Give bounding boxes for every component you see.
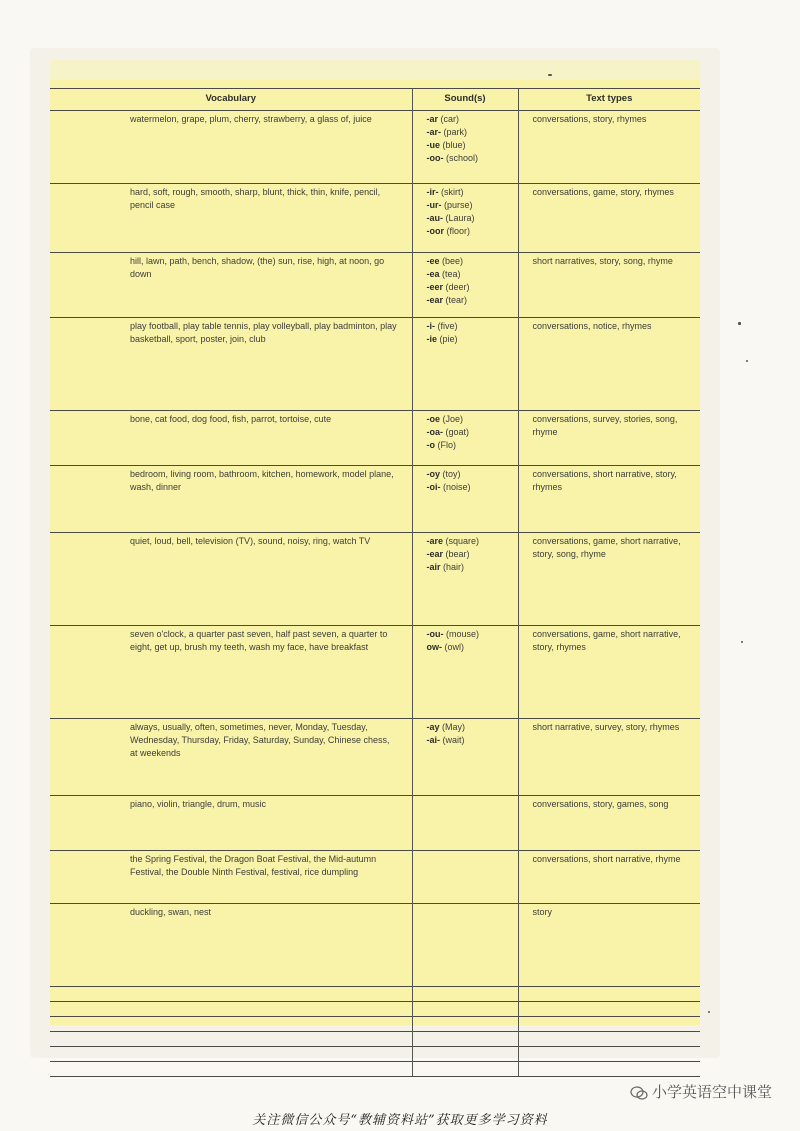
blank-cell: [518, 1017, 700, 1032]
sounds-cell: [412, 533, 518, 626]
blank-cell: [50, 1032, 412, 1047]
sound-pattern: -air: [426, 562, 441, 572]
sound-pattern: -ear: [426, 549, 444, 559]
sound-example: (hair): [440, 562, 465, 572]
blank-cell: [50, 987, 412, 1002]
sound-example: (deer): [443, 282, 470, 292]
sound-example: (owl): [442, 642, 464, 652]
sound-pattern: -oy: [426, 469, 440, 479]
sound-entry: [427, 281, 512, 294]
vocabulary-cell: watermelon, grape, plum, cherry, strawberry, a glass of, juice: [50, 111, 412, 184]
sounds-cell: [412, 184, 518, 253]
sounds-cell: [412, 111, 518, 184]
sound-pattern: ow-: [426, 642, 442, 652]
footer-note: 关注微信公众号“教辅资料站”获取更多学习资料: [252, 1113, 548, 1128]
header-sounds: Sound(s): [412, 89, 518, 111]
sound-entry: [427, 734, 512, 747]
sound-entry: [427, 535, 512, 548]
sound-entry: [427, 439, 512, 452]
blank-cell: [412, 1062, 518, 1077]
table-row: [50, 411, 700, 466]
sound-pattern: -o: [426, 440, 435, 450]
blank-row: [50, 1062, 700, 1077]
sound-pattern: -ar: [426, 114, 439, 124]
blank-cell: [412, 1017, 518, 1032]
sound-entry: [427, 113, 512, 126]
vocabulary-cell: seven o'clock, a quarter past seven, half past seven, a quarter to eight, get up, brush my teeth, wash my face, have breakfast: [50, 626, 412, 719]
sound-entry: [427, 139, 512, 152]
text-types-cell: conversations, short narrative, story, rhymes: [518, 466, 700, 533]
table-row: [50, 466, 700, 533]
sound-entry: [427, 268, 512, 281]
sound-pattern: -ir-: [426, 187, 439, 197]
sound-example: (goat): [443, 427, 470, 437]
blank-cell: [518, 1047, 700, 1062]
table-row: [50, 533, 700, 626]
blank-cell: [518, 1002, 700, 1017]
sound-entry: [427, 628, 512, 641]
scan-speck: [738, 322, 741, 325]
sound-entry: [427, 186, 512, 199]
sound-entry: [427, 561, 512, 574]
scan-speck: [746, 360, 748, 362]
sound-example: (Flo): [435, 440, 456, 450]
vocabulary-table: [50, 88, 700, 1077]
sound-pattern: -oi-: [426, 482, 441, 492]
text-types-cell: conversations, survey, stories, song, rhyme: [518, 411, 700, 466]
sounds-cell: [412, 253, 518, 318]
vocabulary-cell: duckling, swan, nest: [50, 904, 412, 987]
blank-cell: [412, 1002, 518, 1017]
sound-pattern: -ai-: [426, 735, 440, 745]
scan-speck: [708, 1011, 710, 1013]
blank-cell: [50, 1062, 412, 1077]
sound-example: (skirt): [438, 187, 464, 197]
blank-cell: [412, 987, 518, 1002]
vocabulary-cell: hill, lawn, path, bench, shadow, (the) sun, rise, high, at noon, go down: [50, 253, 412, 318]
blank-cell: [518, 1032, 700, 1047]
sound-example: (floor): [444, 226, 471, 236]
sound-example: (tea): [439, 269, 461, 279]
blank-row: [50, 1002, 700, 1017]
sound-example: (Joe): [440, 414, 464, 424]
table-row: [50, 796, 700, 851]
table-row: [50, 904, 700, 987]
sounds-cell: [412, 904, 518, 987]
sound-example: (car): [438, 114, 460, 124]
table-row: [50, 318, 700, 411]
text-types-cell: conversations, game, story, rhymes: [518, 184, 700, 253]
sound-pattern: -ou-: [426, 629, 444, 639]
blank-cell: [412, 1047, 518, 1062]
sound-entry: [427, 199, 512, 212]
table-row: [50, 111, 700, 184]
sound-example: (noise): [440, 482, 471, 492]
vocabulary-cell: quiet, loud, bell, television (TV), sound, noisy, ring, watch TV: [50, 533, 412, 626]
sound-example: (school): [443, 153, 479, 163]
sound-example: (square): [443, 536, 480, 546]
blank-cell: [518, 1062, 700, 1077]
sound-entry: [427, 426, 512, 439]
sound-entry: [427, 413, 512, 426]
blank-row: [50, 1032, 700, 1047]
sound-pattern: -ie: [426, 334, 438, 344]
sound-example: (May): [439, 722, 466, 732]
sound-example: (five): [435, 321, 458, 331]
sound-pattern: -oo-: [426, 153, 444, 163]
table-row: [50, 253, 700, 318]
sound-entry: [427, 468, 512, 481]
vocabulary-cell: always, usually, often, sometimes, never, Monday, Tuesday, Wednesday, Thursday, Friday, Saturday, Sunday, Chinese chess, at weekends: [50, 719, 412, 796]
table-row: [50, 626, 700, 719]
sound-example: (mouse): [443, 629, 480, 639]
sound-example: (bear): [443, 549, 470, 559]
sound-entry: [427, 126, 512, 139]
wechat-watermark: [630, 1081, 772, 1102]
sounds-cell: [412, 796, 518, 851]
sound-entry: [427, 294, 512, 307]
text-types-cell: conversations, game, short narrative, story, song, rhyme: [518, 533, 700, 626]
wechat-icon: [630, 1086, 648, 1100]
sounds-cell: [412, 626, 518, 719]
vocabulary-cell: the Spring Festival, the Dragon Boat Festival, the Mid-autumn Festival, the Double Ninth Festival, festival, rice dumpling: [50, 851, 412, 904]
sound-example: (Laura): [443, 213, 475, 223]
sound-entry: [427, 152, 512, 165]
vocabulary-cell: bedroom, living room, bathroom, kitchen, homework, model plane, wash, dinner: [50, 466, 412, 533]
sound-entry: [427, 548, 512, 561]
blank-cell: [50, 1002, 412, 1017]
blank-cell: [412, 1032, 518, 1047]
sound-example: (purse): [441, 200, 473, 210]
header-text-types: Text types: [518, 89, 700, 111]
sound-example: (wait): [440, 735, 465, 745]
sound-example: (pie): [437, 334, 458, 344]
text-types-cell: conversations, short narrative, rhyme: [518, 851, 700, 904]
sound-pattern: -oor: [426, 226, 444, 236]
table-row: [50, 719, 700, 796]
page-top-strip: [50, 60, 700, 82]
text-types-cell: conversations, story, rhymes: [518, 111, 700, 184]
blank-row: [50, 987, 700, 1002]
sound-pattern: -ay: [426, 722, 440, 732]
vocabulary-cell: piano, violin, triangle, drum, music: [50, 796, 412, 851]
sound-entry: [427, 333, 512, 346]
sound-entry: [427, 721, 512, 734]
text-types-cell: conversations, story, games, song: [518, 796, 700, 851]
sound-pattern: -oa-: [426, 427, 443, 437]
sound-entry: [427, 255, 512, 268]
sound-example: (toy): [440, 469, 461, 479]
blank-cell: [50, 1047, 412, 1062]
vocabulary-cell: play football, play table tennis, play volleyball, play badminton, play basketball, sport, poster, join, club: [50, 318, 412, 411]
blank-row: [50, 1047, 700, 1062]
text-types-cell: conversations, notice, rhymes: [518, 318, 700, 411]
sound-entry: [427, 481, 512, 494]
vocabulary-cell: bone, cat food, dog food, fish, parrot, tortoise, cute: [50, 411, 412, 466]
table-header-row: [50, 89, 700, 111]
text-types-cell: conversations, game, short narrative, story, rhymes: [518, 626, 700, 719]
sound-entry: [427, 320, 512, 333]
sound-pattern: -are: [426, 536, 444, 546]
sound-pattern: -au-: [426, 213, 443, 223]
blank-cell: [50, 1017, 412, 1032]
watermark-text: 小学英语空中课堂: [651, 1083, 772, 1101]
header-vocabulary: Vocabulary: [50, 89, 412, 111]
table-row: [50, 851, 700, 904]
sound-pattern: -ee: [426, 256, 440, 266]
sound-example: (tear): [443, 295, 468, 305]
blank-cell: [518, 987, 700, 1002]
sound-example: (bee): [439, 256, 464, 266]
sounds-cell: [412, 719, 518, 796]
sound-entry: [427, 225, 512, 238]
sound-pattern: -ea: [426, 269, 440, 279]
sound-pattern: -ur-: [426, 200, 442, 210]
sound-example: (park): [441, 127, 468, 137]
scan-speck: [741, 641, 743, 643]
text-types-cell: short narrative, survey, story, rhymes: [518, 719, 700, 796]
sound-entry: [427, 212, 512, 225]
table-row: [50, 184, 700, 253]
sound-pattern: -eer: [426, 282, 444, 292]
sound-pattern: -oe: [426, 414, 440, 424]
table-body: [50, 111, 700, 1077]
sound-entry: [427, 641, 512, 654]
sound-pattern: -ear: [426, 295, 444, 305]
sound-example: (blue): [440, 140, 466, 150]
sounds-cell: [412, 318, 518, 411]
blank-row: [50, 1017, 700, 1032]
vocabulary-cell: hard, soft, rough, smooth, sharp, blunt, thick, thin, knife, pencil, pencil case: [50, 184, 412, 253]
sound-pattern: -ue: [426, 140, 440, 150]
sounds-cell: [412, 411, 518, 466]
scan-speck: [548, 74, 552, 76]
text-types-cell: short narratives, story, song, rhyme: [518, 253, 700, 318]
sound-pattern: -ar-: [426, 127, 442, 137]
sounds-cell: [412, 851, 518, 904]
sounds-cell: [412, 466, 518, 533]
sound-pattern: -i-: [426, 321, 435, 331]
text-types-cell: story: [518, 904, 700, 987]
